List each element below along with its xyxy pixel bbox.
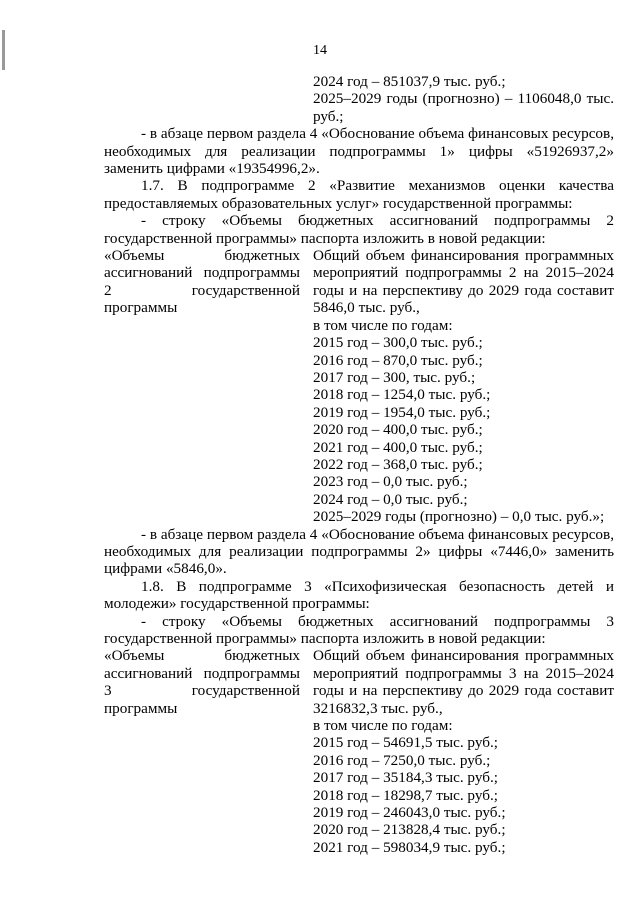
- year-line: 2021 год – 598034,9 тыс. руб.;: [313, 838, 506, 856]
- subprogram2-budget-table: [104, 247, 614, 526]
- subprogram3-total: Общий объем финансирования программных мероприятий подпрограммы 3 на 2015–2024 годы и на перспективу до 2029 года составит 3216832,3 тыс. руб.,: [313, 647, 614, 717]
- subprogram2-total: Общий объем финансирования программных мероприятий подпрограммы 2 на 2015–2024 годы и на перспективу до 2029 года составит 5846,0 тыс. руб.,: [313, 247, 614, 317]
- year-line: 2018 год – 1254,0 тыс. руб.;: [313, 386, 491, 404]
- year-line: 2023 год – 0,0 тыс. руб.;: [313, 473, 468, 491]
- subprogram2-left-cell: «Объемы бюджетных ассигнований подпрограммы 2 государственной программы: [104, 247, 300, 317]
- year-line: 2018 год – 18298,7 тыс. руб.;: [313, 786, 498, 804]
- paragraph-section4-sub1: - в абзаце первом раздела 4 «Обоснование объема финансовых ресурсов, необходимых для реализации подпрограммы 1» цифры «51926937,2» заменить цифрами «19354996,2».: [104, 125, 614, 178]
- year-line: 2015 год – 300,0 тыс. руб.;: [313, 334, 483, 352]
- year-line: 2015 год – 54691,5 тыс. руб.;: [313, 734, 498, 752]
- year-line: 2021 год – 400,0 тыс. руб.;: [313, 438, 483, 456]
- year-line: 2024 год – 851037,9 тыс. руб.;: [313, 73, 506, 90]
- year-line: 2019 год – 246043,0 тыс. руб.;: [313, 804, 506, 822]
- year-line: 2025–2029 годы (прогнозно) – 1106048,0 тыс.: [313, 90, 614, 108]
- paragraph-section4-sub2: - в абзаце первом раздела 4 «Обоснование объема финансовых ресурсов, необходимых для реализации подпрограммы 2» цифры «7446,0» заменить цифрами «5846,0».: [104, 525, 614, 578]
- section-1-7-instruction: - строку «Объемы бюджетных ассигнований подпрограммы 2 государственной программы» паспорта изложить в новой редакции:: [104, 212, 614, 247]
- year-line: 2017 год – 35184,3 тыс. руб.;: [313, 769, 498, 787]
- year-line: руб.;: [313, 107, 344, 125]
- subprogram2-by-years: в том числе по годам:: [313, 316, 453, 334]
- year-line: 2017 год – 300, тыс. руб.;: [313, 368, 476, 386]
- subprogram3-budget-table: [104, 647, 614, 856]
- year-line: 2025–2029 годы (прогнозно) – 0,0 тыс. руб.»;: [313, 508, 605, 526]
- year-line: 2022 год – 368,0 тыс. руб.;: [313, 455, 483, 473]
- year-line: 2016 год – 870,0 тыс. руб.;: [313, 351, 483, 369]
- section-1-7-heading: 1.7. В подпрограмме 2 «Развитие механизмов оценки качества предоставляемых образовательных услуг» государственной программы:: [104, 177, 614, 212]
- section-1-8-instruction: - строку «Объемы бюджетных ассигнований подпрограммы 3 государственной программы» паспорта изложить в новой редакции:: [104, 612, 614, 647]
- section-1-8-heading: 1.8. В подпрограмме 3 «Психофизическая безопасность детей и молодежи» государственной программы:: [104, 577, 614, 613]
- document-body: [104, 73, 614, 856]
- subprogram2-right-cell: [313, 247, 614, 526]
- year-line: 2024 год – 0,0 тыс. руб.;: [313, 490, 468, 508]
- year-line: 2019 год – 1954,0 тыс. руб.;: [313, 403, 491, 421]
- subprogram3-left-cell: «Объемы бюджетных ассигнований подпрограммы 3 государственной программы: [104, 647, 300, 717]
- year-line: 2020 год – 400,0 тыс. руб.;: [313, 421, 483, 439]
- page-number: 14: [313, 43, 327, 58]
- subprogram3-by-years: в том числе по годам:: [313, 717, 453, 735]
- year-line: 2016 год – 7250,0 тыс. руб.;: [313, 751, 491, 769]
- top-years-block: [313, 73, 614, 125]
- year-line: 2020 год – 213828,4 тыс. руб.;: [313, 821, 506, 839]
- subprogram3-right-cell: [313, 647, 614, 856]
